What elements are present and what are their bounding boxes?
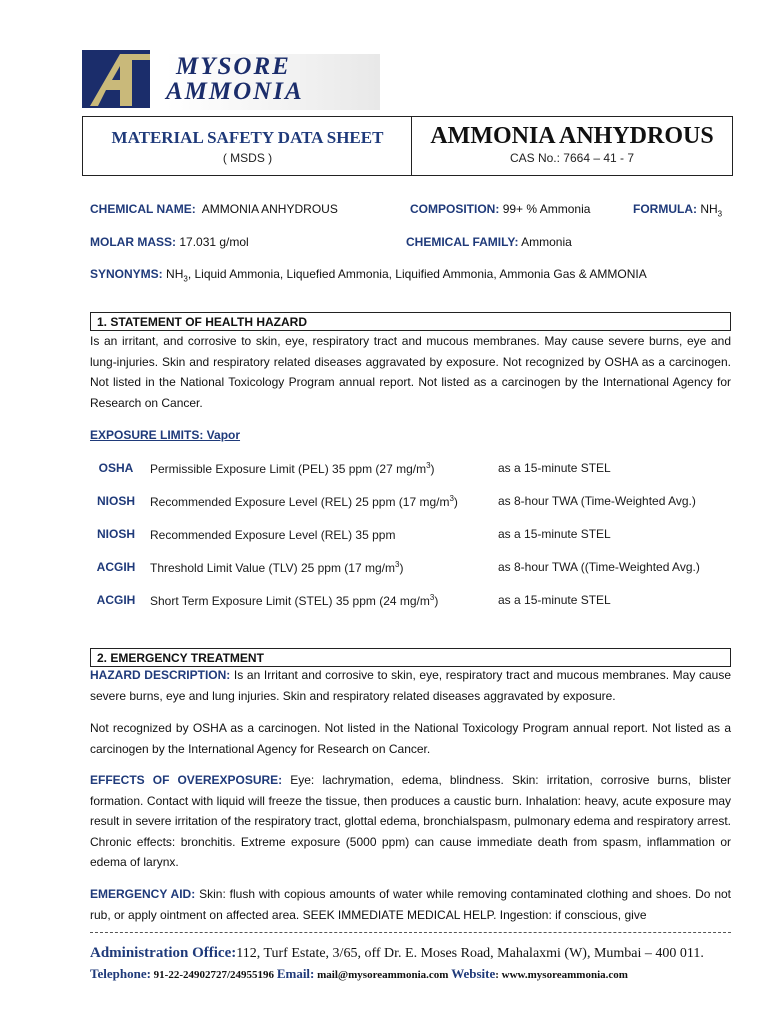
website-label: Website: [451, 966, 496, 981]
email-link[interactable]: mail@mysoreammonia.com: [314, 969, 452, 981]
emergency-aid-label: EMERGENCY AID:: [90, 887, 196, 901]
carcinogen-statement: Not recognized by OSHA as a carcinogen. Not listed in the National Toxicology Program annual report. Not listed as a carcinogen by the International Agency for Research on Cancer.: [90, 721, 731, 756]
exposure-limit-row: [90, 527, 731, 547]
exposure-description-text: Recommended Exposure Level (REL) 25 ppm (17 mg/m: [150, 495, 450, 509]
footer-divider: [90, 932, 731, 933]
exposure-limit-row: [90, 560, 731, 580]
telephone-label: Telephone:: [90, 966, 151, 981]
email-label: Email:: [276, 966, 315, 981]
cas-number: CAS No.: 7664 – 41 - 7: [509, 151, 635, 165]
effects-label: EFFECTS OF OVEREXPOSURE:: [90, 773, 283, 787]
logo-line-mysore: MYSORE: [176, 53, 291, 80]
company-logo: [82, 50, 380, 112]
hazard-description-label: HAZARD DESCRIPTION:: [90, 668, 231, 682]
synonyms-label: SYNONYMS:: [90, 267, 163, 281]
effects-text: Eye: lachrymation, edema, blindness. Skin: irritation, corrosive burns, blister formation. Contact with liquid will freeze the tissue, then produces a caustic burn. Inhalation: heavy, acute exposure may result in severe irritation of the respiratory tract, glottal edema, bronchialspasm, pulmonary edema and respiratory arrest. Chronic effects: bronchitis. Extreme exposure (5000 ppm) can cause immediate death from spasm, inflammation or edema of larynx.: [90, 773, 731, 869]
exposure-note: as 8-hour TWA (Time-Weighted Avg.): [498, 494, 696, 508]
exposure-description-text: Permissible Exposure Limit (PEL) 35 ppm (27 mg/m: [150, 462, 427, 476]
synonyms-rest: , Liquid Ammonia, Liquefied Ammonia, Liquified Ammonia, Ammonia Gas & AMMONIA: [187, 267, 647, 281]
emergency-aid-text: Skin: flush with copious amounts of water while removing contaminated clothing and shoes. Do not rub, or apply ointment on affected area. SEEK IMMEDIATE MEDICAL HELP. Ingestion: if conscious, give: [90, 887, 731, 922]
logo-a-mark-icon: [82, 50, 150, 108]
exposure-note: as 8-hour TWA ((Time-Weighted Avg.): [498, 560, 700, 574]
footer-address: [90, 945, 704, 962]
hazard-description-text: Is an Irritant and corrosive to skin, eye, respiratory tract and mucous membranes. May cause severe burns, eye and lung injuries. Skin and respiratory related diseases aggravated by exposure.: [90, 668, 731, 703]
synonyms-subscript: 3: [183, 274, 188, 284]
product-title-box: [411, 116, 733, 176]
formula-label: FORMULA:: [633, 202, 697, 216]
exposure-description-close: ): [430, 462, 435, 476]
chemical-family-label: CHEMICAL FAMILY:: [406, 235, 519, 249]
msds-abbrev: ( MSDS ): [222, 151, 273, 165]
exposure-org: ACGIH: [96, 560, 136, 574]
molar-mass-value: 17.031 g/mol: [179, 235, 249, 249]
molar-mass-field: [90, 235, 249, 249]
composition-field: [410, 202, 590, 216]
exposure-limits-heading: EXPOSURE LIMITS: Vapor: [90, 428, 241, 442]
exposure-unit-superscript: 3: [426, 461, 431, 470]
office-address: 112, Turf Estate, 3/65, off Dr. E. Moses Road, Mahalaxmi (W), Mumbai – 400 011.: [236, 946, 704, 961]
formula-field: [633, 202, 722, 218]
exposure-description: [150, 494, 458, 509]
exposure-org: OSHA: [98, 461, 134, 475]
molar-mass-label: MOLAR MASS:: [90, 235, 176, 249]
msds-title: MATERIAL SAFETY DATA SHEET: [111, 128, 384, 147]
synonyms-nh: NH: [166, 267, 184, 281]
exposure-note: as a 15-minute STEL: [498, 593, 611, 607]
msds-title-box: [82, 116, 413, 176]
telephone-value: 91-22-24902727/24955196: [150, 969, 277, 981]
synonyms-value: [166, 267, 647, 284]
section-2-heading: 2. EMERGENCY TREATMENT: [90, 648, 731, 667]
exposure-unit-superscript: 3: [429, 593, 435, 602]
exposure-description: [150, 593, 438, 608]
exposure-org: NIOSH: [96, 494, 135, 508]
exposure-limit-row: [90, 461, 731, 481]
emergency-aid: [90, 884, 731, 924]
exposure-description-text: Recommended Exposure Level (REL) 35 ppm: [150, 528, 396, 542]
exposure-org: NIOSH: [96, 527, 135, 541]
exposure-unit-superscript: 3: [449, 494, 454, 503]
exposure-description-text: Short Term Exposure Limit (STEL) 35 ppm (24 mg/m: [150, 594, 430, 608]
exposure-description-close: ): [453, 495, 458, 509]
footer-contact: [90, 966, 628, 982]
composition-value: 99+ % Ammonia: [502, 202, 591, 216]
chemical-name-value: AMMONIA ANHYDROUS: [201, 202, 338, 216]
exposure-description: [150, 461, 435, 476]
effects-of-overexposure: [90, 770, 731, 873]
formula-subscript: 3: [717, 209, 723, 219]
hazard-description: [90, 665, 731, 706]
exposure-description: [150, 560, 403, 575]
composition-label: COMPOSITION:: [410, 202, 500, 216]
chemical-family-value: Ammonia: [521, 235, 572, 249]
logo-line-ammonia: AMMONIA: [166, 78, 304, 105]
section-1-heading: 1. STATEMENT OF HEALTH HAZARD: [90, 312, 731, 331]
chemical-family-field: [406, 235, 572, 249]
exposure-description: [150, 527, 395, 542]
section-1-body: Is an irritant, and corrosive to skin, eye, respiratory tract and mucous membranes. May cause severe burns, eye and lung-injuries. Skin and respiratory related diseases aggravated by exposure. Not recognized by OSHA as a carcinogen. Not listed in the National Toxicology Program annual report. Not listed as a carcinogen by the International Agency for Research on Cancer.: [90, 334, 731, 410]
exposure-description-text: Threshold Limit Value (TLV) 25 ppm (17 mg/m: [150, 561, 395, 575]
formula-base: NH: [700, 202, 718, 216]
exposure-description-close: ): [434, 594, 439, 608]
chemical-name-label: CHEMICAL NAME:: [90, 202, 196, 216]
office-label: Administration Office:: [90, 945, 237, 961]
formula-value: [700, 202, 723, 219]
exposure-limit-row: [90, 593, 731, 613]
logo-wordmark: [166, 54, 380, 110]
exposure-limit-row: [90, 494, 731, 514]
exposure-note: as a 15-minute STEL: [498, 527, 611, 541]
exposure-note: as a 15-minute STEL: [498, 461, 611, 475]
product-title: AMMONIA ANHYDROUS: [430, 123, 714, 149]
exposure-description-close: ): [399, 561, 404, 575]
synonyms-field: [90, 267, 647, 283]
exposure-unit-superscript: 3: [394, 560, 400, 569]
chemical-name-field: [90, 202, 338, 216]
website-link[interactable]: : www.mysoreammonia.com: [495, 969, 628, 981]
exposure-org: ACGIH: [96, 593, 136, 607]
